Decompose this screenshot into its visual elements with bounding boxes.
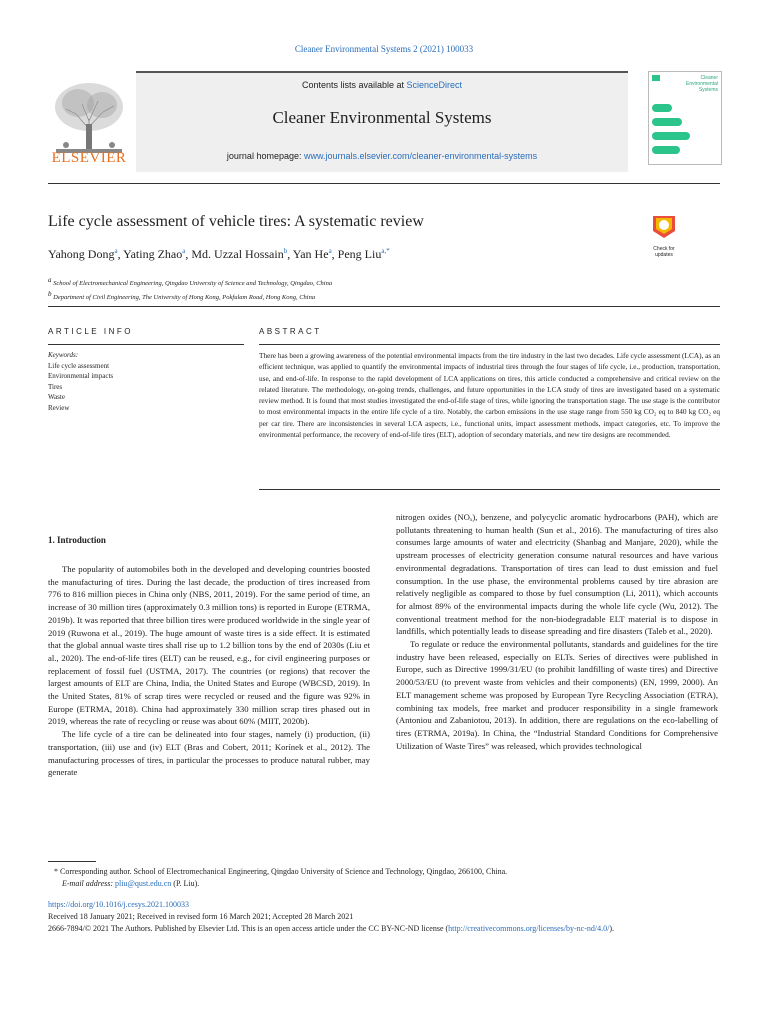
author-name[interactable]: Md. Uzzal Hossain — [191, 247, 284, 261]
cover-bar — [652, 146, 680, 154]
cover-bar — [652, 104, 672, 112]
author-affil-mark: a — [182, 247, 186, 255]
contents-prefix: Contents lists available at — [301, 80, 407, 90]
author-affil-mark: a — [114, 247, 118, 255]
article-footer — [48, 899, 720, 935]
homepage-prefix: journal homepage: — [226, 151, 304, 161]
keyword: Environmental impacts — [48, 372, 114, 380]
footnote-divider — [48, 861, 96, 862]
abstract-bottom-divider — [259, 489, 720, 490]
homepage-line — [136, 151, 628, 161]
check-for-updates-label: Check for updates — [653, 246, 675, 258]
abstract-divider — [259, 344, 720, 345]
body-paragraph: nitrogen oxides (NOₓ), benzene, and polycyclic aromatic hydrocarbons (PAH), which are pollutants threatening to human health (Sun et al., 2016). The manufacturing of tires also consumes large amounts of water and electricity (Shanbag and Manjare, 2020), while the upstream processes of electricity generation consume natural resources and have various environmental degradations. Transportation of tires can lead to dust emission and fuel consumption. In the use phase, the environmental problems caused by tire abrasion are relatively negligible as compared to those by fuel consumption (Li, 2011), which accounts for almost 89% of the environmental impacts during the whole life cycle (Wu, 2012). The conventional treatment method for the non-biodegradable ELT material is to dispose in landfills, which potentially leads to disease spreading and fire disasters (Taleb et al., 2020). — [396, 512, 718, 637]
doi-link[interactable]: https://doi.org/10.1016/j.cesys.2021.100033 — [48, 900, 189, 909]
cover-title: Cleaner Environmental Systems — [686, 75, 718, 93]
journal-title: Cleaner Environmental Systems — [272, 108, 492, 127]
contents-line — [136, 80, 628, 90]
author-name[interactable]: Yan He — [292, 247, 329, 261]
received-dates: Received 18 January 2021; Received in revised form 16 March 2021; Accepted 28 March 2021 — [48, 912, 354, 921]
abstract-text: There has been a growing awareness of the potential environmental impacts from the tire industry in the last two decades. Life cycle assessment (LCA), as an efficient technique, was applied to quantify the environmental impacts of industrial tires through the four stages of life cycle, i.e., production, transportation, use, and end-of-life. In response to the rapid development of LCA applications on tires, this article conducted a comprehensive and critical review on the related literature. The methodology, on-going trends, challenges, and future opportunities in the LCA study of tires are investigated based on a systematic review method. It is found that most studies investigated the end-of-life stage of tires, while ignoring the transportation stage. The use stage is the contributor to most environmental impacts in the entire life cycle of a tire. Notably, the carbon emissions in the use stage range from 550 kg CO₂ eq to 840 kg CO₂ eq per car tire. There are inconsistencies in several LCA aspects, i.e., functional units, impact assessment methods, impact categories, etc. To improve the environmental performance, the recovery of end-of-life tires (ELT), adoption of secondary materials, and new tire designs are recommended. — [259, 351, 720, 440]
body-paragraph: The popularity of automobiles both in the developed and developing countries boosted the manufacturing of tires. During the last decade, the production of tires increased from 776 to 816 million pieces in China only (NBS, 2011, 2019). For the same period of time, an increase of 30 million tires (approximately 0.3 million tons) is reported in Europe (ETRMA, 2019b). It was reported that three billion tires were produced worldwide in the single year of 2019 (Ruwona et al., 2019). The huge amount of waste tires is a side effect. It is estimated that the global annual waste tires shall rise up to 1.2 billion tons by the end of 2030s (Liu et al., 2020). The end-of-life tires (ELT) can be reused, e.g., for civil engineering purposes or replacement of fossil fuel (USTMA, 2017). The countries (or regions) that recover the largest amounts of ELT are China, India, the United States and Europe (WBCSD, 2019). In the United States, 81% of scrap tires were recycled or reused and the figure was 92% in Europe (ETRMA, 2018). China had approximately 330 million scrap tires phased out in 2019, whereas the rate of recycling or reuse was about 60% (MIIT, 2020b). — [48, 564, 370, 727]
author-name[interactable]: Yahong Dong — [48, 247, 115, 261]
cover-logo-icon — [652, 75, 660, 81]
keyword: Waste — [48, 393, 65, 401]
homepage-link[interactable]: www.journals.elsevier.com/cleaner-environmental-systems — [303, 151, 538, 161]
affiliation-b: $^b$ Department of Civil Engineering, The University of Hong Kong, Pokfulam Road, Hong Kong, China — [48, 290, 316, 302]
author-affil-mark: b — [283, 247, 288, 255]
journal-citation[interactable]: Cleaner Environmental Systems 2 (2021) 100033 — [294, 44, 474, 54]
keywords-block — [48, 350, 113, 413]
email-suffix: (P. Liu). — [171, 879, 200, 888]
affiliations — [48, 275, 332, 303]
elsevier-wordmark: ELSEVIER — [51, 150, 127, 166]
body-column-left — [48, 563, 370, 779]
license-suffix: ). — [609, 924, 614, 933]
body-paragraph: To regulate or reduce the environmental pollutants, standards and guidelines for the tire industry have been released, especially on ELTs. Series of directives were published in Europe, such as Directive 1999/31/EU (to prohibit landfilling of waste tires) and Directive 2000/53/EU (to prevent waste from vehicles and their components) (EN, 1999, 2000). An ELT management scheme was proposed by European Tyre Recycling Association (ETRA), combining tax models, free market and producer responsibility in a single framework (Antoniou and Zabaniotou, 2013). In addition, there are regulations on the eco-labelling of tires (ETRMA, 2019a). In China, the “Industrial Standard Conditions for Comprehensive Utilization of Waste Tires” was released, which provides technological — [396, 639, 718, 751]
email-link[interactable]: pliu@qust.edu.cn — [115, 879, 172, 888]
license-text: 2666-7894/© 2021 The Authors. Published by Elsevier Ltd. This is an open access article under the CC BY-NC-ND license ( — [48, 924, 449, 933]
sciencedirect-link[interactable]: ScienceDirect — [406, 80, 463, 90]
check-for-updates-badge[interactable] — [647, 213, 681, 258]
keywords-label: Keywords: — [48, 351, 79, 359]
body-column-right — [396, 511, 718, 752]
author-list: Yahong Dong$^a$, Yating Zhao$^a$, Md. Uzzal Hossain$^b$, Yan He$^a$, Peng Liu$^{a,*}$ — [48, 247, 390, 261]
author-affil-mark: a,* — [381, 247, 390, 255]
corresponding-author-footnote — [48, 866, 720, 890]
title-divider — [48, 306, 720, 307]
check-for-updates-icon — [647, 213, 681, 241]
article-info-heading: ARTICLE INFO — [48, 327, 133, 336]
keyword: Review — [48, 403, 70, 412]
keyword: Life cycle assessment — [48, 361, 110, 370]
license-link[interactable]: http://creativecommons.org/licenses/by-nc-nd/4.0/ — [448, 924, 610, 933]
article-info-divider — [48, 344, 244, 345]
affiliation-a: $^a$ School of Electromechanical Engineering, Qingdao University of Science and Technology, Qingdao, China — [48, 276, 333, 288]
cover-bar — [652, 132, 690, 140]
email-label: E-mail address: — [62, 879, 116, 888]
keyword: Tires — [48, 382, 63, 391]
article-title: Life cycle assessment of vehicle tires: A systematic review — [48, 213, 424, 230]
section-heading-introduction: 1. Introduction — [48, 535, 106, 545]
author-name[interactable]: Yating Zhao — [123, 247, 183, 261]
body-paragraph: The life cycle of a tire can be delineated into four stages, namely (i) production, (ii) transportation, (iii) use and (iv) ELT (Bras and Cobert, 2011; Korínek et al., 2012). The manufacturing processes of tires, in particular the processes to produce natural rubber, may generate — [48, 729, 370, 778]
journal-cover-thumbnail[interactable] — [648, 71, 722, 165]
author-name[interactable]: Peng Liu — [337, 247, 382, 261]
header-divider — [48, 183, 720, 184]
abstract-heading: ABSTRACT — [259, 327, 322, 336]
cover-bar — [652, 118, 682, 126]
author-affil-mark: a — [328, 247, 332, 255]
corresponding-author-text: * Corresponding author. School of Electromechanical Engineering, Qingdao University of Science and Technology, Qingdao, 266100, China. — [54, 867, 508, 876]
